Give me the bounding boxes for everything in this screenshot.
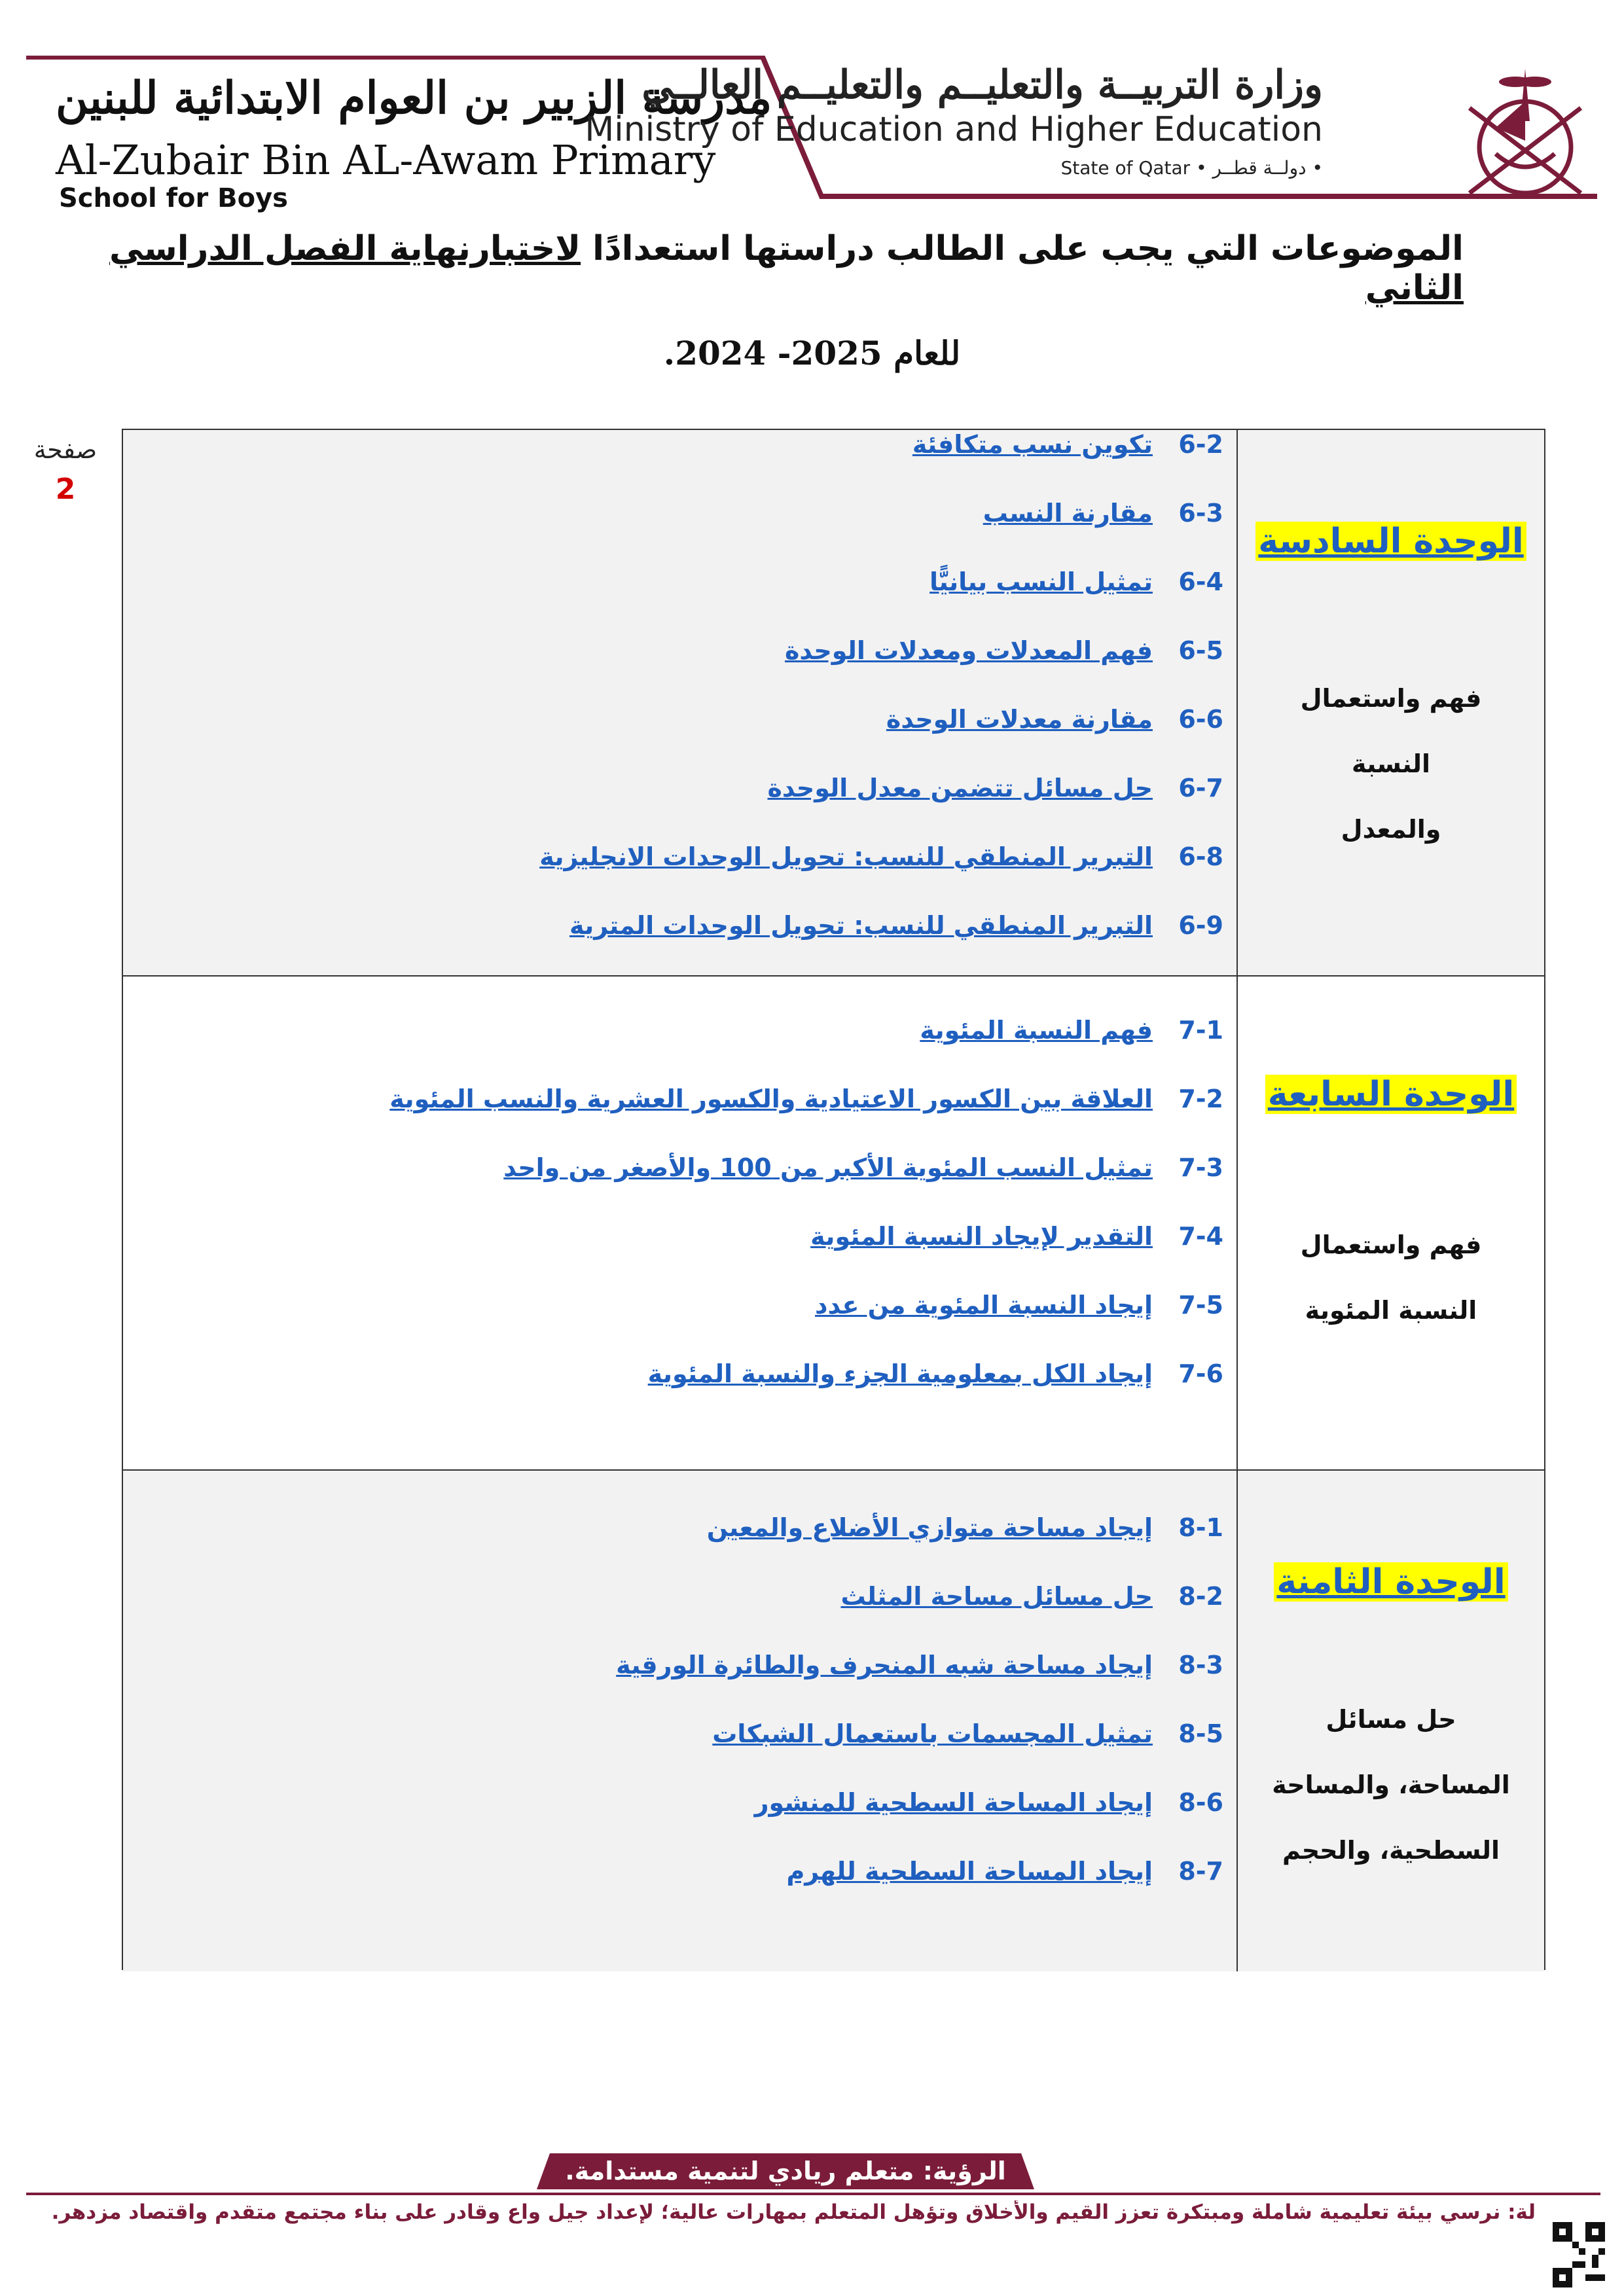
lesson-link[interactable]: 6-7حل مسائل تتضمن معدل الوحدة — [767, 774, 1223, 802]
lesson-link[interactable]: 7-3تمثيل النسب المئوية الأكبر من 100 والأصغر من واحد — [503, 1153, 1223, 1182]
school-name-ar: مدرسة الزبير بن العوام الابتدائية للبنين — [56, 72, 772, 124]
unit-description: فهم واستعمال النسبة والمعدل — [1300, 684, 1482, 844]
vision-text: الرؤية: متعلم ريادي لتنمية مستدامة. — [565, 2157, 1006, 2185]
unit-name: الوحدة السادسة — [1238, 522, 1544, 561]
lesson-link[interactable]: 6-6مقارنة معدلات الوحدة — [886, 705, 1223, 734]
lesson-link[interactable]: 6-3مقارنة النسب — [983, 499, 1223, 528]
title-prefix: الموضوعات التي يجب على الطالب دراستها استعدادًا — [581, 229, 1464, 268]
footer-divider — [26, 2193, 1600, 2195]
unit-cell — [1236, 430, 1544, 975]
lesson-link[interactable]: 6-2تكوين نسب متكافئة — [912, 430, 1223, 459]
unit-row — [123, 1471, 1544, 1971]
lesson-link[interactable]: 6-8التبرير المنطقي للنسب: تحويل الوحدات الانجليزية — [539, 842, 1223, 871]
lesson-link[interactable]: 8-1إيجاد مساحة متوازي الأضلاع والمعين — [706, 1513, 1223, 1542]
lesson-link[interactable]: 8-2حل مسائل مساحة المثلث — [840, 1582, 1223, 1611]
lessons-list — [123, 1471, 1236, 1971]
academic-year: للعام 2025- 2024. — [663, 334, 961, 372]
lesson-link[interactable]: 7-5إيجاد النسبة المئوية من عدد — [815, 1291, 1223, 1319]
unit-description: فهم واستعمال النسبة المئوية — [1300, 1230, 1482, 1325]
lesson-link[interactable]: 8-6إيجاد المساحة السطحية للمنشور — [754, 1788, 1223, 1817]
lesson-link[interactable]: 7-6إيجاد الكل بمعلومية الجزء والنسبة المئوية — [647, 1359, 1223, 1388]
school-name-en-line2: School for Boys — [59, 183, 288, 213]
qatar-emblem-icon — [1450, 56, 1600, 206]
lesson-link[interactable]: 6-4تمثيل النسب بيانيًّا — [929, 567, 1223, 596]
lesson-link[interactable]: 6-9التبرير المنطقي للنسب: تحويل الوحدات المترية — [569, 911, 1223, 940]
lesson-link[interactable]: 8-5تمثيل المجسمات باستعمال الشبكات — [712, 1719, 1223, 1748]
lessons-list — [123, 430, 1236, 975]
lesson-link[interactable]: 7-2العلاقة بين الكسور الاعتيادية والكسور العشرية والنسب المئوية — [389, 1085, 1223, 1113]
unit-name: الوحدة السابعة — [1238, 1075, 1544, 1114]
unit-description: حل مسائل المساحة، والمساحة السطحية، والحجم — [1272, 1705, 1510, 1865]
page-number: 2 — [55, 473, 76, 506]
qr-code-icon — [1553, 2222, 1605, 2287]
mission-text: لة: نرسي بيئة تعليمية شاملة ومبتكرة تعزز القيم والأخلاق وتؤهل المتعلم بمهارات عالية؛ لإعداد جيل واعٍ وقادرٍ على بناء مجتمع متقدم واقتصاد مزدهر. — [51, 2200, 1536, 2224]
lesson-link[interactable]: 8-7إيجاد المساحة السطحية للهرم — [786, 1857, 1223, 1886]
lesson-link[interactable]: 7-1فهم النسبة المئوية — [920, 1016, 1223, 1045]
ministry-name-ar: وزارة التربيــة والتعليــم والتعليــم العالــي — [641, 62, 1323, 108]
lesson-link[interactable]: 6-5فهم المعدلات ومعدلات الوحدة — [784, 636, 1223, 665]
school-name-en: Al-Zubair Bin AL-Awam Primary — [56, 136, 716, 184]
title-underlined: لاختبارنهاية الفصل الدراسي الثاني — [109, 229, 1464, 308]
unit-cell — [1236, 1471, 1544, 1971]
lesson-link[interactable]: 7-4التقدير لإيجاد النسبة المئوية — [810, 1222, 1223, 1251]
unit-name: الوحدة الثامنة — [1238, 1562, 1544, 1602]
unit-row — [123, 430, 1544, 977]
unit-cell — [1236, 977, 1544, 1469]
state-label: State of Qatar • دولــة قطــر • — [1060, 157, 1323, 179]
units-table — [122, 429, 1545, 1970]
lesson-link[interactable]: 8-3إيجاد مساحة شبه المنحرف والطائرة الورقية — [616, 1651, 1223, 1679]
lessons-list — [123, 977, 1236, 1469]
page-label: صفحة — [33, 435, 98, 464]
page-title — [89, 229, 1464, 308]
unit-row — [123, 977, 1544, 1471]
ministry-name-en: Ministry of Education and Higher Education — [585, 110, 1323, 149]
